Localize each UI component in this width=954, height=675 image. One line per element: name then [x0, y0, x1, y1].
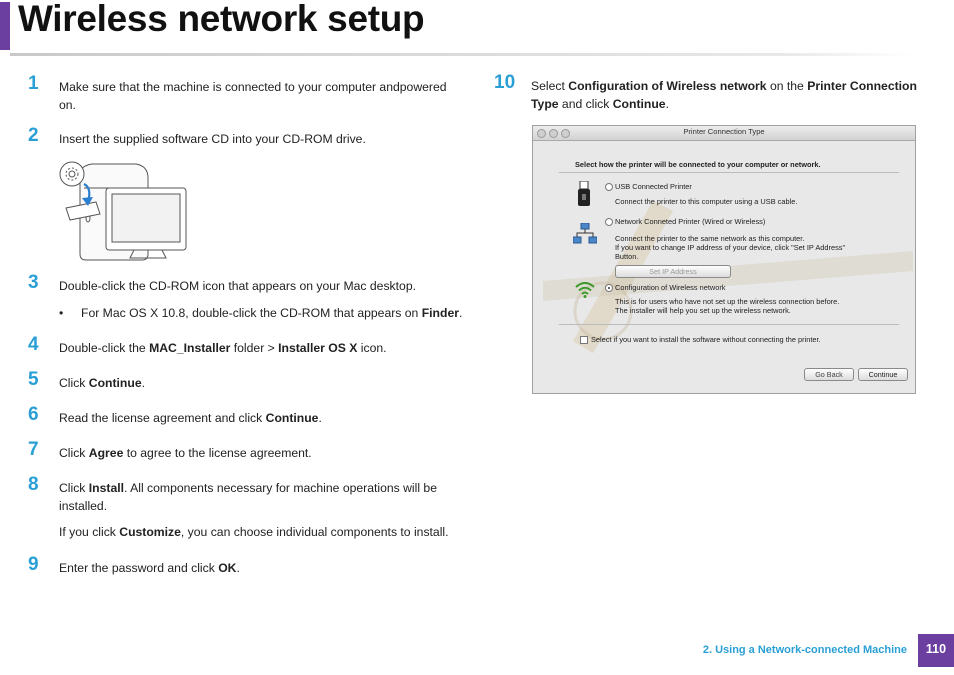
- step-text: Double-click the MAC_Installer folder > Installer OS X icon.: [59, 341, 387, 355]
- footer-chapter: 2. Using a Network-connected Machine: [702, 644, 907, 656]
- usb-option-description: Connect the printer to this computer using a USB cable.: [615, 197, 798, 206]
- step-text: Enter the password and click OK.: [59, 561, 240, 575]
- wireless-option-description: This is for users who have not set up the wireless connection before.: [615, 297, 840, 306]
- install-without-printer-label[interactable]: Select if you want to install the software without connecting the printer.: [591, 335, 821, 344]
- set-ip-address-button[interactable]: Set IP Address: [615, 265, 731, 278]
- page-number: 110: [918, 634, 954, 667]
- step-number: 7: [28, 439, 39, 460]
- step-text: Click Install. All components necessary for machine operations will be installed. If you click Customize, you can choose individual components to install.: [59, 481, 449, 539]
- wireless-option-label[interactable]: Configuration of Wireless network: [615, 283, 726, 292]
- step-number: 1: [28, 73, 39, 94]
- wireless-icon: [575, 282, 595, 298]
- bullet-dot: •: [59, 306, 64, 320]
- continue-button[interactable]: Continue: [858, 368, 908, 381]
- install-without-printer-checkbox[interactable]: [580, 336, 588, 344]
- step-text: [59, 78, 447, 114]
- step-text-line: installed.: [59, 499, 108, 513]
- step-text: Select Configuration of Wireless network on the Printer Connection Type and click Continue.: [531, 79, 917, 111]
- step-text-line: Make sure that the machine is connected to your computer andpowered: [59, 80, 447, 94]
- dialog-titlebar: [533, 126, 915, 141]
- step-number: 8: [28, 474, 39, 495]
- step-number: 4: [28, 334, 39, 355]
- title-rule: [10, 53, 915, 56]
- dialog-body: [533, 141, 915, 394]
- step-text: Read the license agreement and click Continue.: [59, 411, 322, 425]
- network-radio[interactable]: [605, 218, 613, 226]
- go-back-button[interactable]: Go Back: [804, 368, 854, 381]
- step-number: 10: [494, 72, 516, 93]
- network-option-description: If you want to change IP address of your device, click "Set IP Address": [615, 243, 846, 252]
- step-number: 2: [28, 125, 39, 146]
- usb-icon: [577, 181, 591, 207]
- title-accent-bar: [0, 2, 10, 50]
- step-note: If you click Customize, you can choose individual components to install.: [59, 525, 449, 539]
- network-option-description: Connect the printer to the same network as this computer.: [615, 234, 805, 243]
- step-text: Click Agree to agree to the license agreement.: [59, 446, 312, 460]
- step-number: 3: [28, 272, 39, 293]
- cd-insert-illustration: [58, 158, 190, 262]
- network-icon: [573, 223, 597, 245]
- step-text: Click Continue.: [59, 376, 145, 390]
- dialog-title: Printer Connection Type: [683, 127, 765, 136]
- options-divider: [559, 324, 899, 325]
- wireless-radio[interactable]: [605, 284, 613, 292]
- page-title: Wireless network setup: [18, 0, 425, 39]
- step-text: Double-click the CD-ROM icon that appears on your Mac desktop.: [59, 279, 416, 293]
- dialog-heading: Select how the printer will be connected to your computer or network.: [575, 160, 821, 169]
- step-text: Insert the supplied software CD into your CD-ROM drive.: [59, 132, 366, 146]
- heading-divider: [559, 172, 899, 173]
- step-number: 6: [28, 404, 39, 425]
- step-number: 5: [28, 369, 39, 390]
- step-number: 9: [28, 554, 39, 575]
- printer-connection-dialog: [532, 125, 916, 394]
- wireless-option-description: The installer will help you set up the wireless network.: [615, 306, 791, 315]
- network-option-label[interactable]: Network Conneted Printer (Wired or Wireless): [615, 217, 766, 226]
- network-option-description: Button.: [615, 252, 639, 261]
- usb-option-label[interactable]: USB Connected Printer: [615, 182, 692, 191]
- step-text-line: on.: [59, 98, 76, 112]
- bullet-text: For Mac OS X 10.8, double-click the CD-ROM that appears on Finder.: [81, 306, 463, 320]
- usb-radio[interactable]: [605, 183, 613, 191]
